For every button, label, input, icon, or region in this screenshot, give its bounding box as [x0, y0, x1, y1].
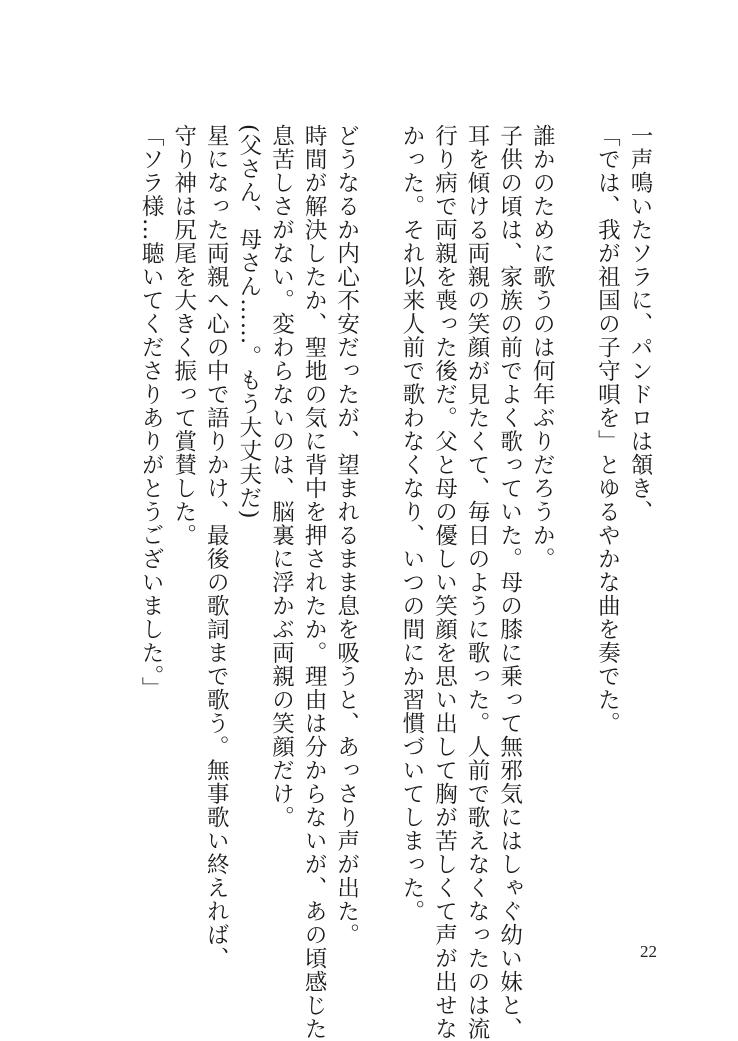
text-line: かった。それ以来人前で歌わなくなり、いつの間にか習慣づいてしまった。: [398, 124, 425, 923]
text-line: 誰かのために歌うのは何年ぶりだろうか。: [529, 124, 556, 571]
text-line: 守り神は尻尾を大きく振って賞賛した。: [170, 124, 197, 547]
text-line: 星になった両親へ心の中で語りかけ、最後の歌詞まで歌う。無事歌い終えれば、: [203, 124, 230, 970]
text-line: 「ソラ様…聴いてくださりありがとうございました。」: [138, 124, 165, 701]
text-line: どうなるか内心不安だったが、望まれるまま息を吸うと、あっさり声が出た。: [333, 124, 360, 947]
text-line: 息苦しさがない。変わらないのは、脳裏に浮かぶ両親の笑顔だけ。: [268, 124, 295, 829]
text-line: (父さん、母さん……。もう大丈夫だ): [235, 124, 262, 520]
paragraph-break: [558, 124, 591, 944]
text-line: 耳を傾ける両親の笑顔が見たくて、毎日のように歌った。人前で歌えなくなったのは流: [464, 124, 491, 1041]
text-line: 行り病で両親を喪った後だ。父と母の優しい笑顔を思い出して胸が苦しくて声が出せな: [431, 124, 458, 1041]
text-line: 子供の頃は、家族の前でよく歌っていた。母の膝に乗って無邪気にはしゃぐ幼い妹と、: [496, 124, 523, 1041]
paragraph-break: [363, 124, 396, 944]
text-line: 一声鳴いたソラに、パンドロは頷き、: [627, 124, 653, 524]
page-number: 22: [640, 942, 657, 961]
text-line: 時間が解決したか、聖地の気に背中を押されたか。理由は分からないが、あの頃感じた: [301, 124, 328, 1041]
text-line: 「では、我が祖国の子守唄を」とゆるやかな曲を奏でた。: [594, 124, 621, 735]
